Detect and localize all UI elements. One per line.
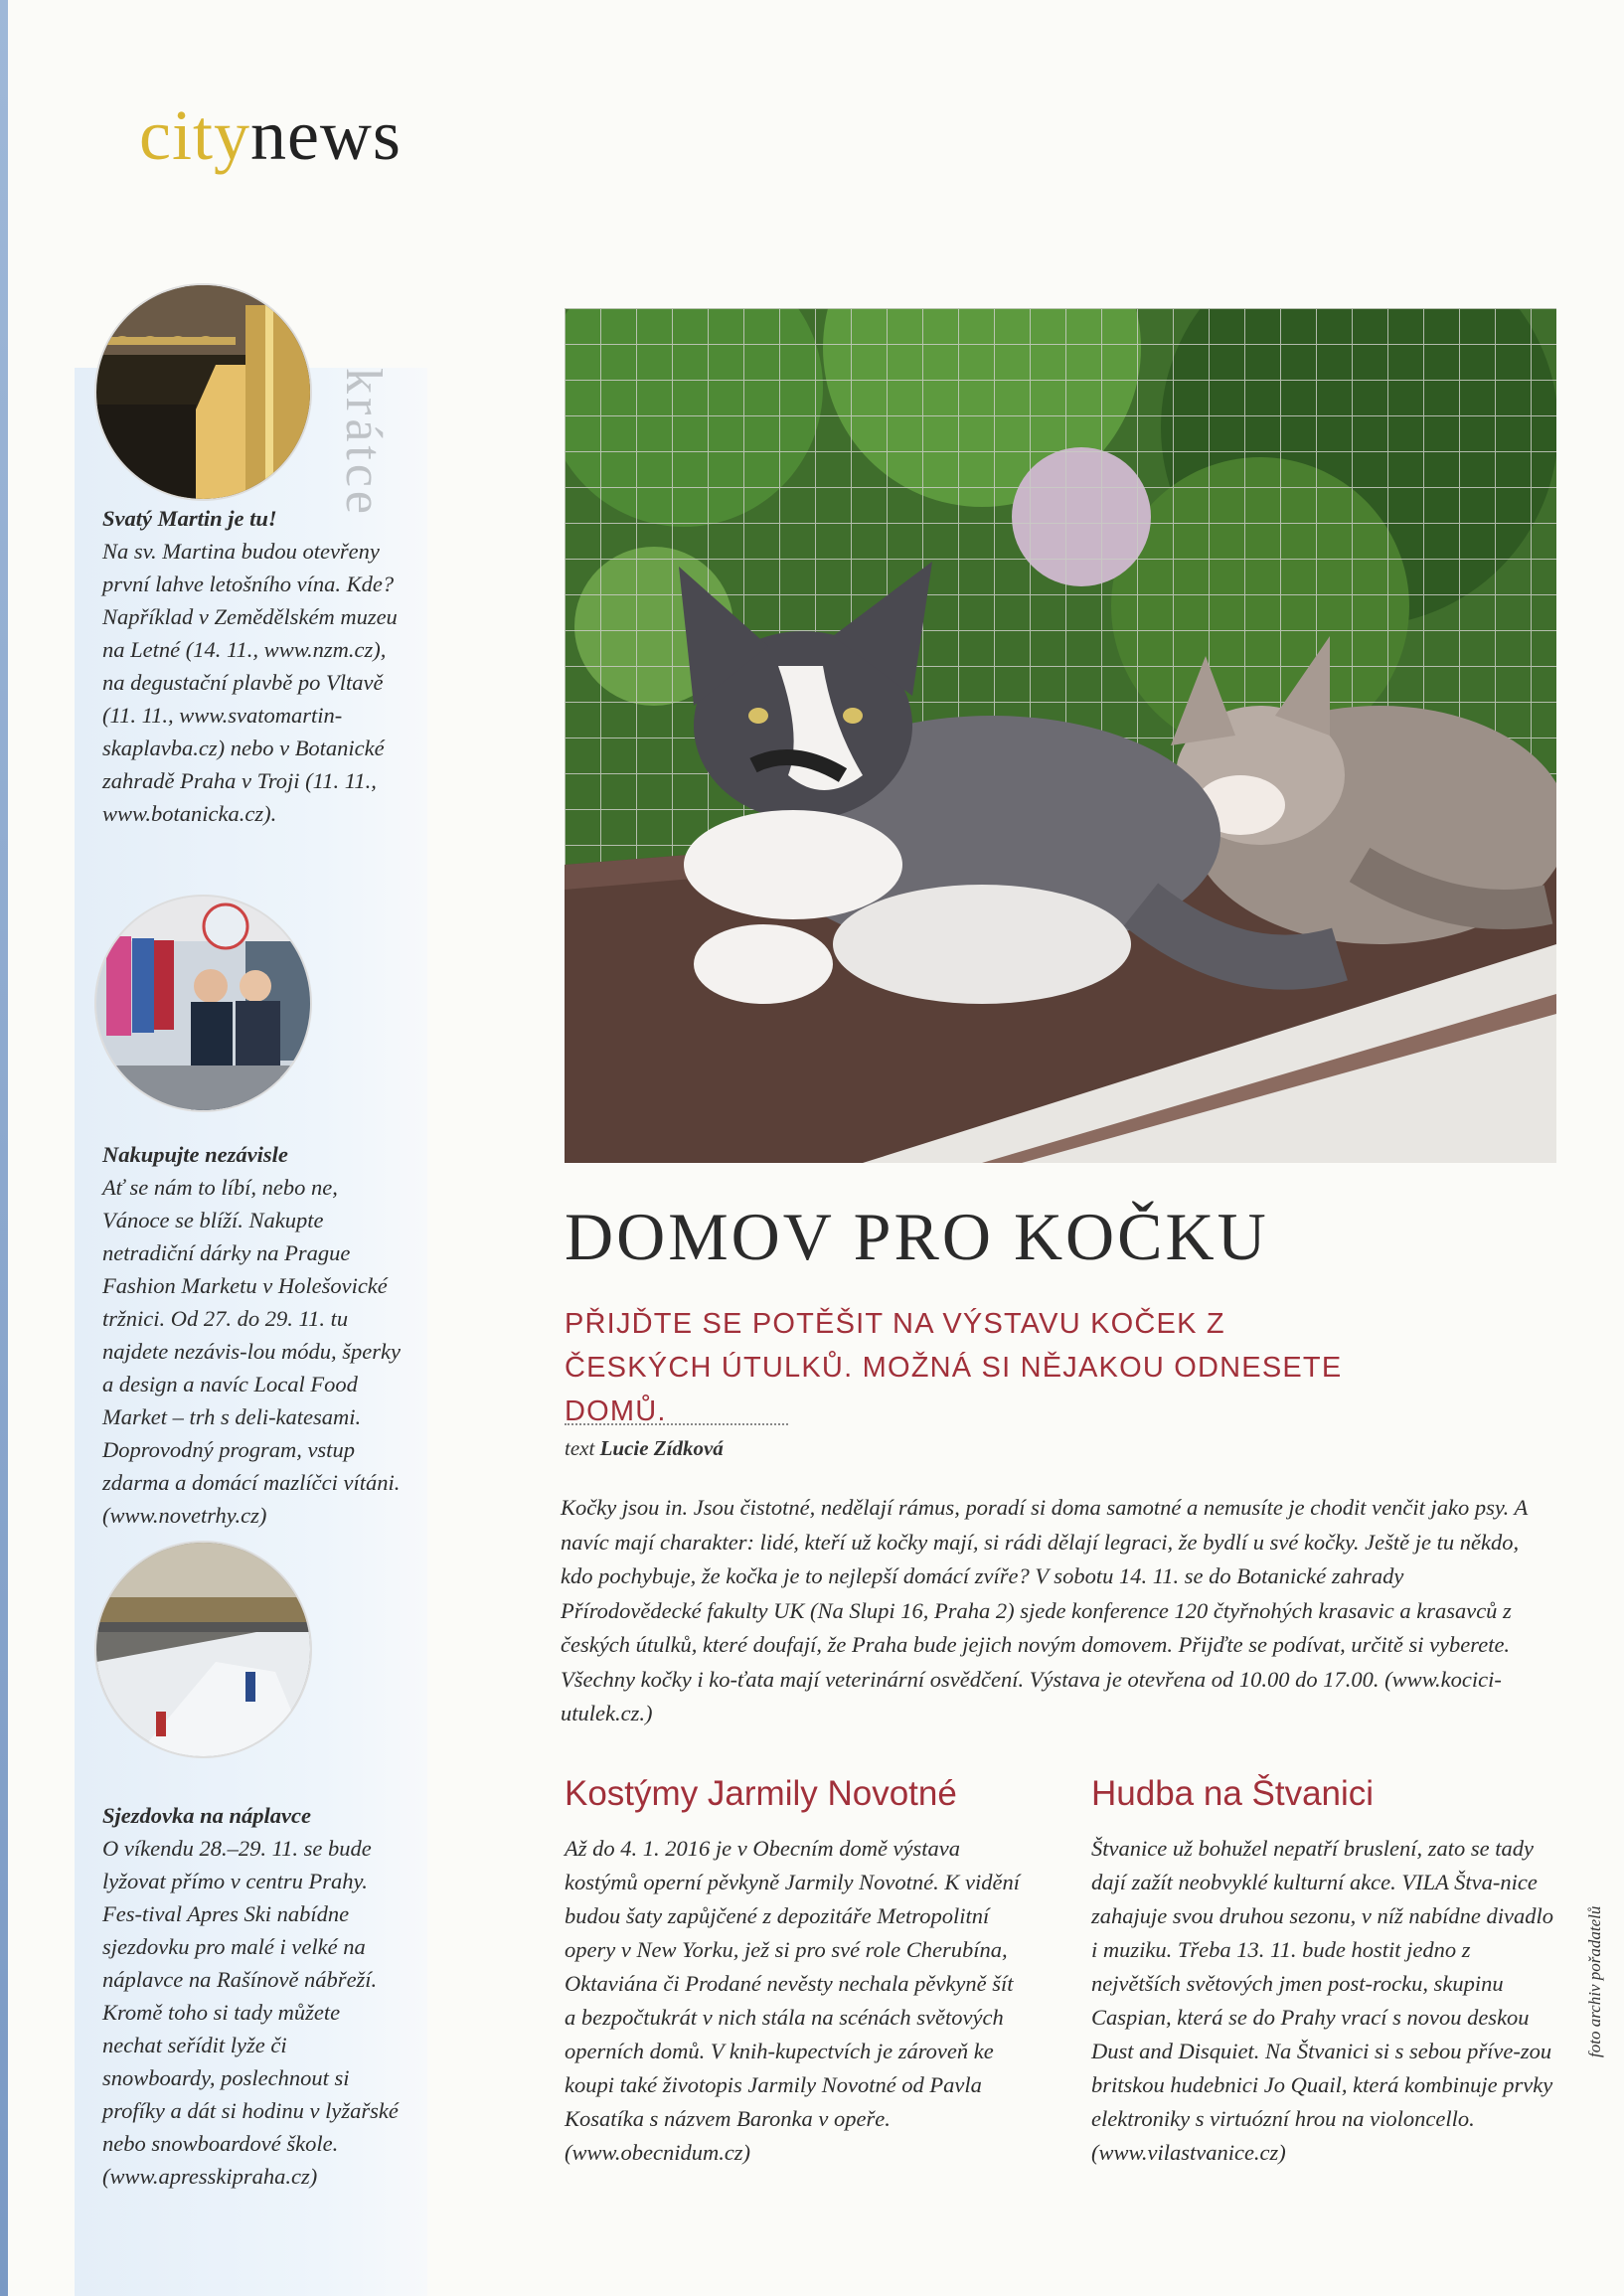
column-text: Štvanice už bohužel nepatří bruslení, zato se tady dají zažít neobvyklé kulturní akce. VILA Štva-nice zahajuje svou druhou sezonu, v níž nabídne divadlo i muziku. Třeba 13. 11. bude hostit jedno z největších světových jmen post-rocku, skupinu Caspian, která se do Prahy vrací s novou deskou Dust and Disquiet. Na Štvanici si s sebou příve-zou britskou hudebnici Jo Quail, která kombinuje prvky elektroniky s virtuózní hrou na violoncello. (www.vilastvanice.cz) bbox=[1091, 1836, 1553, 2165]
sidebar-item-text: Ať se nám to líbí, nebo ne, Vánoce se blíží. Nakupte netradiční dárky na Prague Fashion Marketu v Holešovické tržnici. Od 27. do 29. 11. tu najdete nezávis-lou módu, šperky a design a navíc Local Food Market – trh s deli-katesami. Doprovodný program, vstup zdarma a domácí mazlíčci vítáni. (www.novetrhy.cz) bbox=[102, 1175, 401, 1528]
logo-news: news bbox=[249, 95, 402, 175]
sidebar-image-ski-slope bbox=[94, 1541, 312, 1758]
column-title: Hudba na Štvanici bbox=[1091, 1774, 1375, 1813]
sidebar-item-text: Na sv. Martina budou otevřeny první lahve letošního vína. Kde? Například v Zemědělském muzeu na Letné (14. 11., www.nzm.cz), na degustační plavbě po Vltavě (11. 11., www.svatomartin-skaplavba.cz) nebo v Botanické zahradě Praha v Troji (11. 11., www.botanicka.cz). bbox=[102, 539, 398, 826]
section-label: krátce bbox=[335, 368, 392, 519]
sidebar-image-market bbox=[94, 895, 312, 1112]
byline-prefix: text bbox=[565, 1436, 600, 1460]
sidebar-item-text: O víkendu 28.–29. 11. se bude lyžovat přímo v centru Prahy. Fes-tival Apres Ski nabídne sjezdovku pro malé i velké na náplavce na Rašínově nábřeží. Kromě toho si tady můžete nechat seřídit lyže či snowboardy, poslechnout si profíky a dát si hodinu v lyžařské nebo snowboardové škole. (www.apresskipraha.cz) bbox=[102, 1836, 399, 2189]
logo-city: city bbox=[139, 95, 250, 175]
page-edge-strip bbox=[0, 0, 8, 2296]
photo-credit: foto archiv pořadatelů bbox=[1585, 1905, 1604, 2057]
column-text: Až do 4. 1. 2016 je v Obecním domě výstava kostýmů operní pěvkyně Jarmily Novotné. K vidění budou šaty zapůjčené z depozitáře Metropolitní opery v New Yorku, jež si pro své role Cherubína, Oktaviána či Prodané nevěsty nechala pěvkyně šít a bezpočtukrát v nich stála na scénách světových operních domů. V knih-kupectvích je zároveň ke koupi také životopis Jarmily Novotné od Pavla Kosatíka s názvem Baronka v opeře. (www.obecnidum.cz) bbox=[565, 1836, 1020, 2165]
column-music bbox=[1091, 1774, 1558, 2170]
sidebar-item bbox=[102, 502, 401, 830]
article-byline bbox=[565, 1436, 724, 1461]
article-subhead: PŘIJĎTE SE POTĚŠIT NA VÝSTAVU KOČEK Z ČESKÝCH ÚTULKŮ. MOŽNÁ SI NĚJAKOU ODNESETE DOMŮ. bbox=[565, 1308, 1343, 1427]
sidebar-image-bridge bbox=[94, 283, 312, 501]
article-headline: DOMOV PRO KOČKU bbox=[565, 1199, 1269, 1274]
article-body: Kočky jsou in. Jsou čistotné, nedělají rámus, poradí si doma samotné a nemusíte je chodit venčit jako psy. A navíc mají charakter: lidé, kteří už kočky mají, si rádi dělají legraci, že bydlí u své kočky. Ještě je tu někdo, kdo pochybuje, že kočka je to nejlepší domácí zvíře? V sobotu 14. 11. se do Botanické zahrady Přírodovědecké fakulty UK (Na Slupi 16, Praha 2) sjede konference 120 čtyřnohých krasavic a krasavců z českých útulků, které doufají, že Praha bude jejich novým domovem. Přijďte se podívat, určitě si vyberete. Všechny kočky i ko-ťata mají veterinární osvědčení. Výstava je otevřena od 10.00 do 17.00. (www.kocici-utulek.cz.) bbox=[561, 1495, 1528, 1725]
byline-divider bbox=[565, 1423, 788, 1425]
column-costumes bbox=[565, 1774, 1022, 2170]
sidebar-item bbox=[102, 1138, 401, 1532]
sidebar-item bbox=[102, 1799, 401, 2193]
column-title: Kostýmy Jarmily Novotné bbox=[565, 1774, 957, 1813]
byline-author: Lucie Zídková bbox=[599, 1436, 724, 1460]
main-photo-kittens bbox=[565, 308, 1556, 1163]
sidebar-item-title: Svatý Martin je tu! bbox=[102, 506, 277, 531]
magazine-logo bbox=[139, 95, 402, 175]
sidebar-item-title: Sjezdovka na náplavce bbox=[102, 1803, 311, 1828]
sidebar-item-title: Nakupujte nezávisle bbox=[102, 1142, 288, 1167]
